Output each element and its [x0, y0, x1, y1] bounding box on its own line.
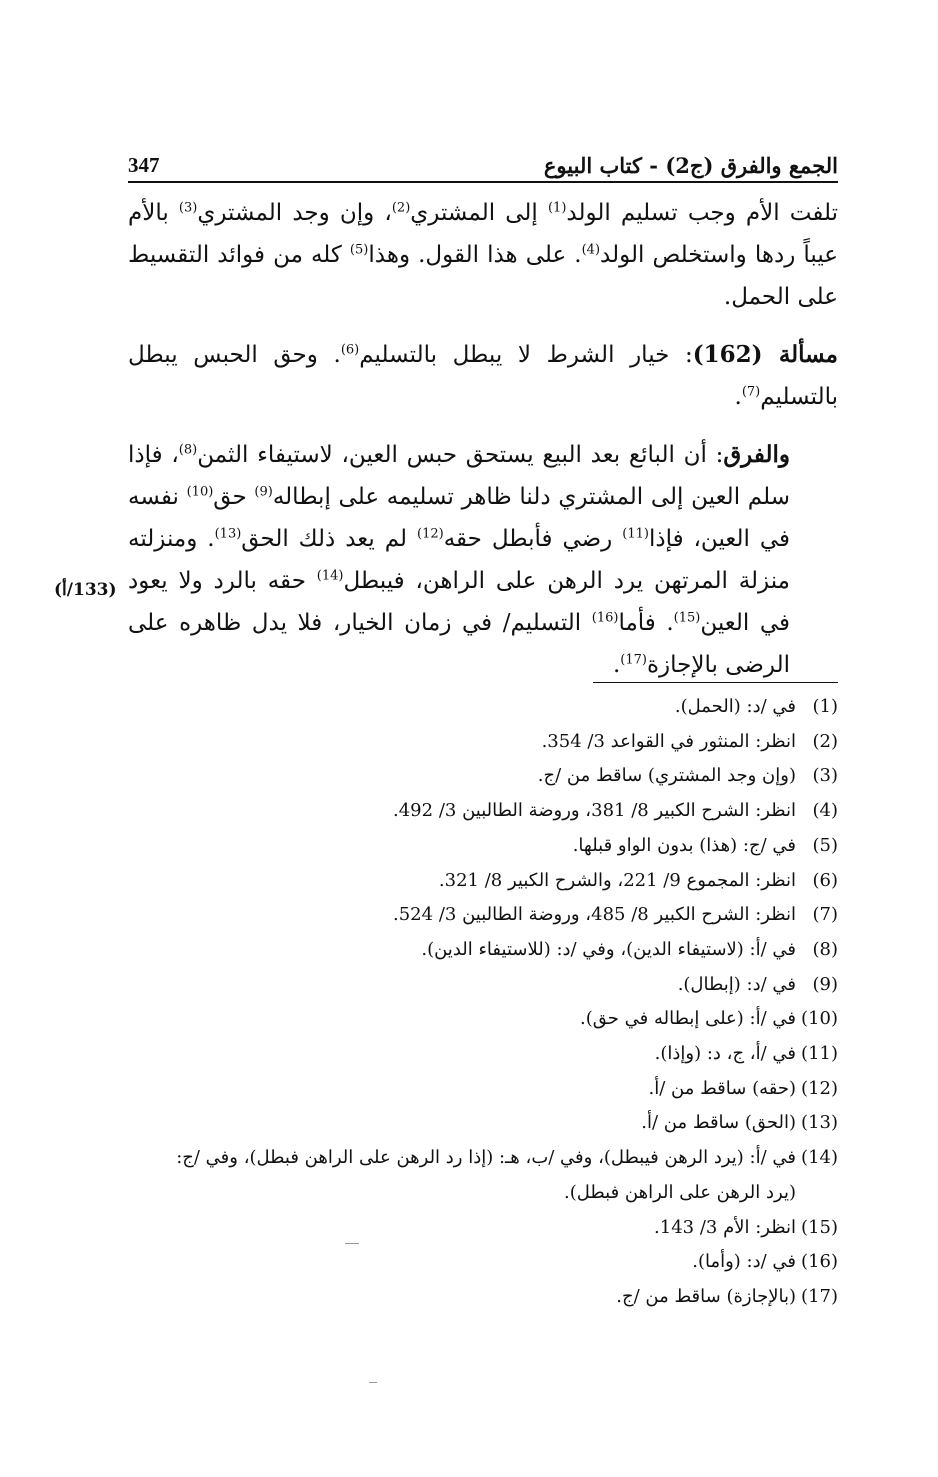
- footnote-text: (بالإجازة) ساقط من /ج.: [616, 1285, 796, 1307]
- footnote-text: في /أ، ج، د: (وإذا).: [654, 1043, 796, 1065]
- main-text: [128, 192, 838, 686]
- footnote-item: [128, 1106, 838, 1141]
- footnote-item: [128, 690, 838, 725]
- footnote-separator: [593, 682, 838, 683]
- footnote-item: [128, 898, 838, 933]
- footnote-item: [128, 1037, 838, 1072]
- text-run: نفسه في العين، فإذا: [128, 484, 790, 552]
- scan-mark: [345, 1243, 359, 1244]
- footnote-continuation: (يرد الرهن على الراهن فبطل).: [564, 1181, 796, 1203]
- footnote-number: (15): [801, 1216, 838, 1238]
- footnote-number: (11): [801, 1043, 838, 1065]
- footnote-number: (14): [801, 1147, 838, 1169]
- footnote-text: في /أ: (يرد الرهن فيبطل)، وفي /ب، هـ: (إذا رد الرهن على الراهن فبطل)، وفي /ج:: [176, 1147, 796, 1169]
- footnote-number: (4): [812, 800, 838, 822]
- footnote-number: (8): [812, 938, 838, 960]
- footnote-text: في /د: (الحمل).: [674, 696, 796, 717]
- footnote-ref: (6): [340, 342, 360, 358]
- footnote-ref: (1): [547, 200, 567, 216]
- footnote-ref: (16): [591, 610, 619, 626]
- text-run: : خيار الشرط لا يبطل بالتسليم: [359, 342, 693, 368]
- footnote-text: انظر: الشرح الكبير 8/ 485، وروضة الطالبين 3/ 524.: [393, 904, 796, 926]
- footnote-text: في /ج: (هذا) بدون الواو قبلها.: [572, 834, 796, 856]
- footnote-item: [128, 829, 838, 864]
- footnote-item: [128, 933, 838, 968]
- footnote-item: [128, 1211, 838, 1246]
- footnote-text: في /أ: (على إبطاله في حق).: [580, 1008, 796, 1030]
- paragraph-1: [128, 192, 838, 318]
- footnote-text: (وإن وجد المشتري) ساقط من /ج.: [537, 765, 796, 787]
- footnote-item: [128, 1280, 838, 1315]
- footnote-text: في /د: (إبطال).: [677, 973, 796, 995]
- text-run: رضي فأبطل حقه: [443, 526, 623, 552]
- text-run: إلى المشتري: [410, 200, 548, 226]
- running-header: [128, 138, 838, 178]
- footnote-ref: (11): [622, 526, 649, 542]
- footnote-ref: (13): [214, 526, 242, 542]
- footnote-number: (12): [801, 1077, 838, 1099]
- footnote-ref: (7): [741, 384, 761, 400]
- page-number: 347: [128, 153, 160, 177]
- text-run: ، وإن وجد المشتري: [197, 200, 392, 226]
- footnote-number: (2): [812, 730, 838, 752]
- text-run: لم يعد ذلك الحق: [241, 526, 418, 552]
- footnote-number: (1): [812, 696, 838, 717]
- footnote-number: (3): [812, 765, 838, 787]
- footnote-ref: (14): [316, 568, 344, 584]
- footnote-item: [128, 759, 838, 794]
- text-run: .: [734, 384, 742, 410]
- text-run: التسليم/ في زمان الخيار، فلا يدل ظاهره على الرضى بالإجازة: [128, 610, 790, 678]
- text-run: حقه بالرد ولا يعود في العين: [128, 568, 791, 636]
- text-run: . ومنزلته منزلة المرتهن يرد الرهن على الراهن، فيبطل: [128, 526, 790, 594]
- footnote-ref: (10): [186, 484, 214, 500]
- footnote-item: [128, 968, 838, 1003]
- issue-label: مسألة (162): [692, 341, 839, 368]
- footnote-ref: (9): [254, 484, 273, 500]
- footnote-number: (16): [801, 1251, 838, 1273]
- footnote-item: [128, 794, 838, 829]
- footnote-text: في /أ: (لاستيفاء الدين)، وفي /د: (للاستيفاء الدين).: [421, 938, 796, 960]
- footnote-ref: (15): [673, 610, 701, 626]
- footnote-number: (5): [812, 834, 838, 856]
- scan-mark: [369, 1382, 377, 1383]
- footnote-item: [128, 725, 838, 760]
- running-title: الجمع والفرق (ج2) - كتاب البيوع: [543, 153, 838, 178]
- footnote-ref: (2): [391, 200, 411, 216]
- footnote-item: [128, 1002, 838, 1037]
- footnote-text: انظر: الشرح الكبير 8/ 381، وروضة الطالبين 3/ 492.: [393, 800, 796, 822]
- footnote-item: [128, 1072, 838, 1107]
- text-run: تلفت الأم وجب تسليم الولد: [566, 200, 838, 226]
- paragraph-3: [128, 434, 838, 686]
- footnote-ref: (3): [178, 200, 198, 216]
- text-run: حق: [213, 484, 255, 510]
- footnote-number: (6): [812, 869, 838, 891]
- text-run: كله من فوائد التقسيط على الحمل.: [128, 242, 838, 310]
- paragraph-2: [128, 334, 838, 418]
- text-run: . وحق الحبس يبطل بالتسليم: [128, 342, 838, 410]
- footnote-item: [128, 864, 838, 899]
- manuscript-folio-note: (133/أ): [54, 580, 117, 600]
- footnote-ref: (12): [417, 526, 444, 542]
- footnotes: [128, 690, 838, 1315]
- text-run: بالأم عيباً ردها واستخلص الولد: [128, 200, 838, 268]
- footnote-ref: (4): [581, 242, 601, 258]
- footnote-text: انظر: المنثور في القواعد 3/ 354.: [541, 730, 796, 752]
- footnote-text: انظر: الأم 3/ 143.: [654, 1216, 796, 1238]
- text-run: ، فإذا سلم العين إلى المشتري دلنا ظاهر تسليمه على إبطاله: [128, 442, 790, 510]
- header-rule: [128, 181, 838, 183]
- footnote-ref: (5): [349, 242, 369, 258]
- footnote-number: (10): [801, 1008, 838, 1030]
- footnote-number: (7): [812, 904, 838, 926]
- footnote-number: (13): [801, 1112, 838, 1134]
- footnote-text: (حقه) ساقط من /أ.: [648, 1077, 796, 1099]
- footnote-text: (الحق) ساقط من /أ.: [641, 1112, 796, 1134]
- footnote-number: (17): [801, 1285, 838, 1307]
- text-run: : أن البائع بعد البيع يستحق حبس العين، لاستيفاء الثمن: [197, 442, 724, 468]
- footnote-text: في /د: (وأما).: [692, 1251, 796, 1273]
- footnote-ref: (17): [620, 652, 647, 668]
- footnote-ref: (8): [178, 442, 198, 458]
- footnote-number: (9): [812, 973, 838, 995]
- text-run: .: [612, 652, 621, 678]
- text-run: . على هذا القول. وهذا: [368, 242, 582, 268]
- footnote-item: [128, 1245, 838, 1280]
- footnote-text: انظر: المجموع 9/ 221، والشرح الكبير 8/ 321.: [438, 869, 796, 891]
- difference-label: والفرق: [723, 441, 791, 468]
- footnote-item: [128, 1141, 838, 1176]
- text-run: . فأما: [618, 610, 674, 636]
